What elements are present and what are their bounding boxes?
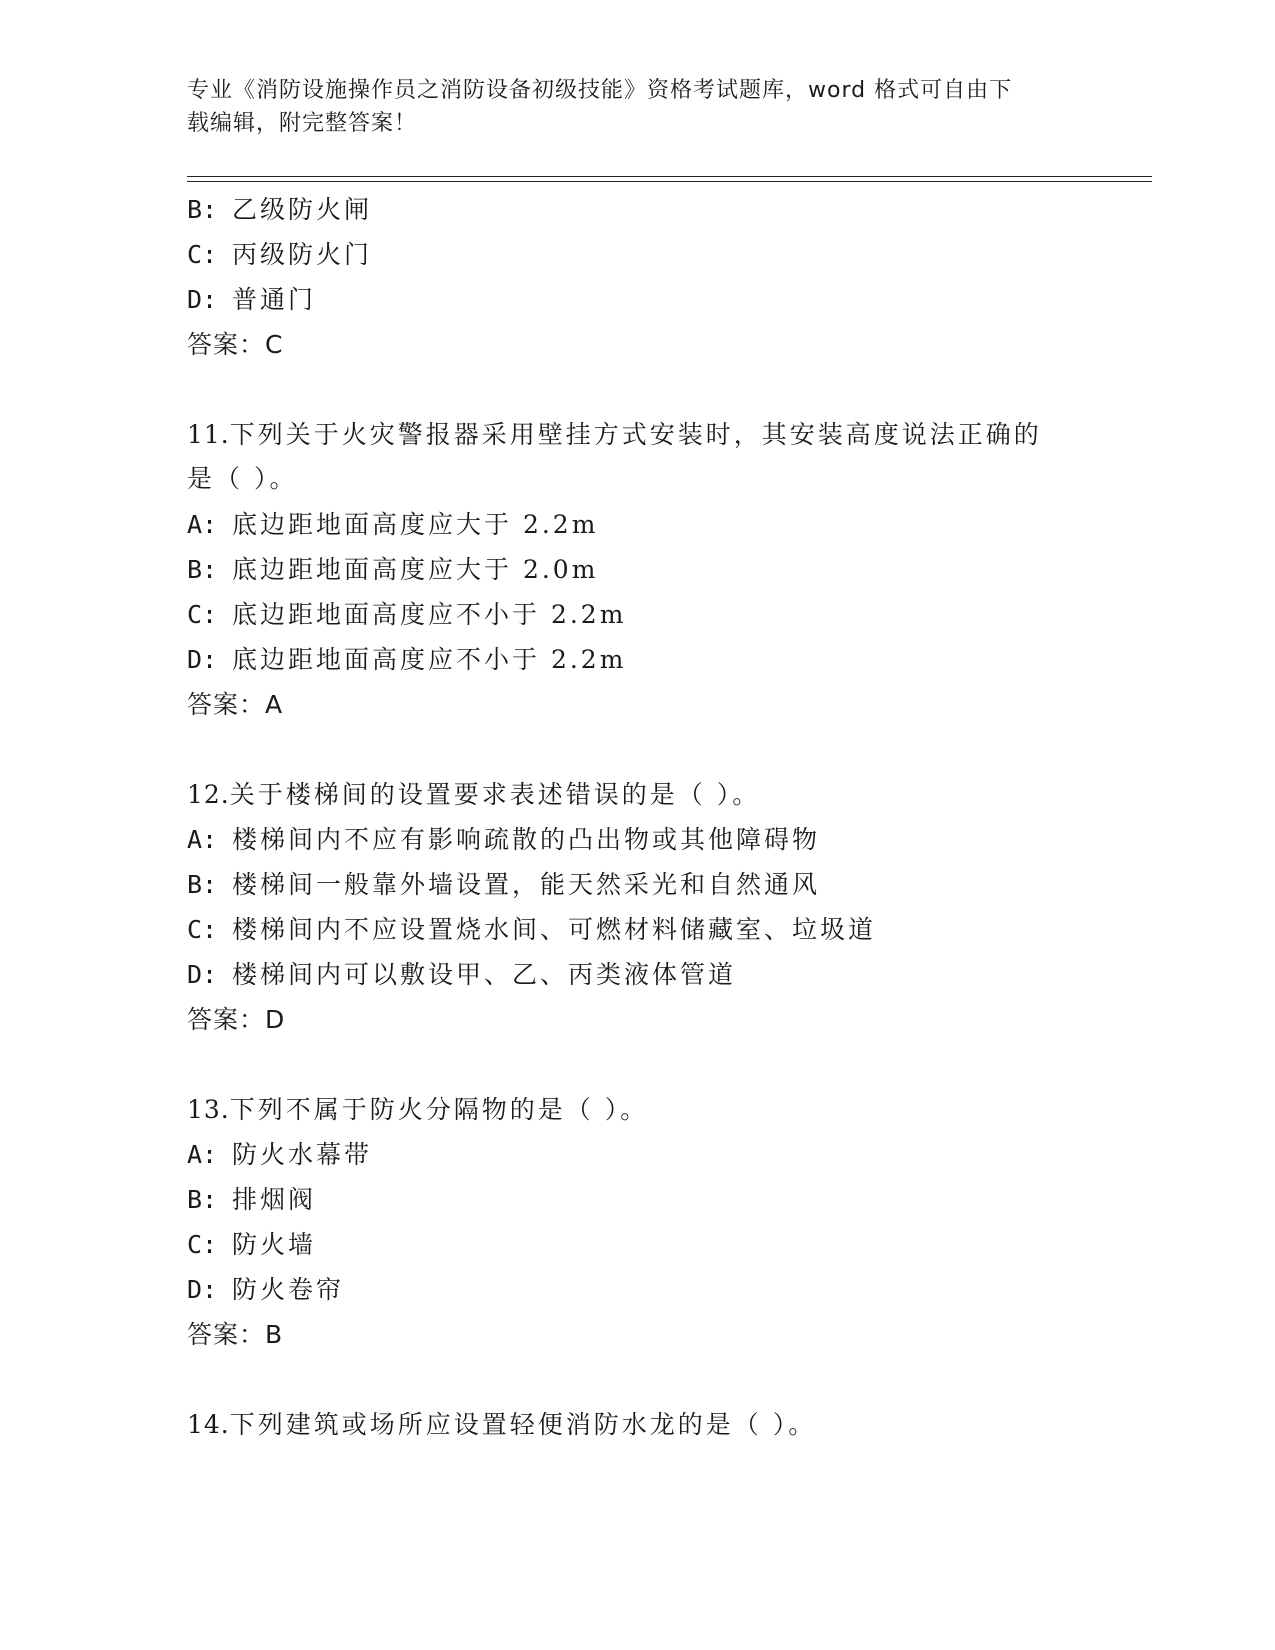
header-line-1: 专业《消防设施操作员之消防设备初级技能》资格考试题库，word 格式可自由下: [187, 78, 1013, 103]
q10-answer: 答案：C: [187, 330, 284, 359]
option-text: 丙级防火门: [232, 240, 373, 269]
q12-stem: [187, 779, 760, 811]
option-text: 楼梯间内不应有影响疏散的凸出物或其他障碍物: [232, 825, 821, 854]
option-label: B:: [187, 555, 218, 584]
q13-option-a: [187, 1139, 372, 1171]
option-label: C:: [187, 915, 218, 944]
option-text: 防火墙: [232, 1230, 317, 1259]
option-text: 底边距地面高度应大于 2.2m: [232, 510, 599, 539]
q11-option-b: [187, 554, 598, 586]
option-text: 排烟阀: [232, 1185, 317, 1214]
option-label: B:: [187, 1185, 218, 1214]
option-label: A:: [187, 1140, 218, 1169]
option-text: 楼梯间一般靠外墙设置，能天然采光和自然通风: [232, 870, 821, 899]
option-text: 防火卷帘: [232, 1275, 345, 1304]
option-label: B:: [187, 870, 218, 899]
q11-stem-line-1: [187, 419, 1042, 451]
header-rule-top: [187, 176, 1152, 177]
option-label: C:: [187, 600, 218, 629]
q11-option-c: [187, 599, 626, 631]
q12-option-a: [187, 824, 820, 856]
option-label: D:: [187, 1275, 218, 1304]
document-header: [187, 74, 1067, 140]
option-text: 底边距地面高度应不小于 2.2m: [232, 645, 627, 674]
q10-option-d: [187, 284, 316, 316]
q10-option-b: [187, 194, 372, 226]
option-text: 楼梯间内可以敷设甲、乙、丙类液体管道: [232, 960, 737, 989]
question-number: 11.: [187, 420, 230, 449]
option-label: D:: [187, 960, 218, 989]
option-label: A:: [187, 825, 218, 854]
q12-option-b: [187, 869, 820, 901]
option-label: D:: [187, 285, 218, 314]
question-stem: 下列建筑或场所应设置轻便消防水龙的是（ ）。: [229, 1410, 817, 1439]
question-number: 12.: [187, 780, 230, 809]
question-stem: 关于楼梯间的设置要求表述错误的是（ ）。: [229, 780, 761, 809]
q10-option-c: [187, 239, 372, 271]
option-text: 底边距地面高度应大于 2.0m: [232, 555, 599, 584]
q13-answer: 答案：B: [187, 1320, 284, 1349]
q11-stem-line-2: 是（ ）。: [187, 464, 298, 493]
q13-option-c: [187, 1229, 316, 1261]
question-number: 14.: [187, 1410, 230, 1439]
q12-option-c: [187, 914, 876, 946]
q11-option-d: [187, 644, 626, 676]
q12-option-d: [187, 959, 736, 991]
q13-option-b: [187, 1184, 316, 1216]
option-text: 普通门: [232, 285, 317, 314]
question-stem: 下列关于火灾警报器采用壁挂方式安装时，其安装高度说法正确的: [229, 420, 1042, 449]
header-rule-bottom: [187, 181, 1152, 182]
option-label: D:: [187, 645, 218, 674]
option-label: C:: [187, 1230, 218, 1259]
question-stem: 下列不属于防火分隔物的是（ ）。: [229, 1095, 649, 1124]
option-label: A:: [187, 510, 218, 539]
option-text: 乙级防火闸: [232, 195, 373, 224]
header-line-2: 载编辑，附完整答案！: [187, 111, 418, 136]
option-text: 底边距地面高度应不小于 2.2m: [232, 600, 627, 629]
q13-stem: [187, 1094, 648, 1126]
q14-stem: [187, 1409, 816, 1441]
question-number: 13.: [187, 1095, 230, 1124]
q11-answer: 答案：A: [187, 690, 284, 719]
q13-option-d: [187, 1274, 344, 1306]
q12-answer: 答案：D: [187, 1005, 286, 1034]
option-text: 防火水幕带: [232, 1140, 373, 1169]
option-label: B:: [187, 195, 218, 224]
q11-option-a: [187, 509, 598, 541]
option-text: 楼梯间内不应设置烧水间、可燃材料储藏室、垃圾道: [232, 915, 877, 944]
option-label: C:: [187, 240, 218, 269]
